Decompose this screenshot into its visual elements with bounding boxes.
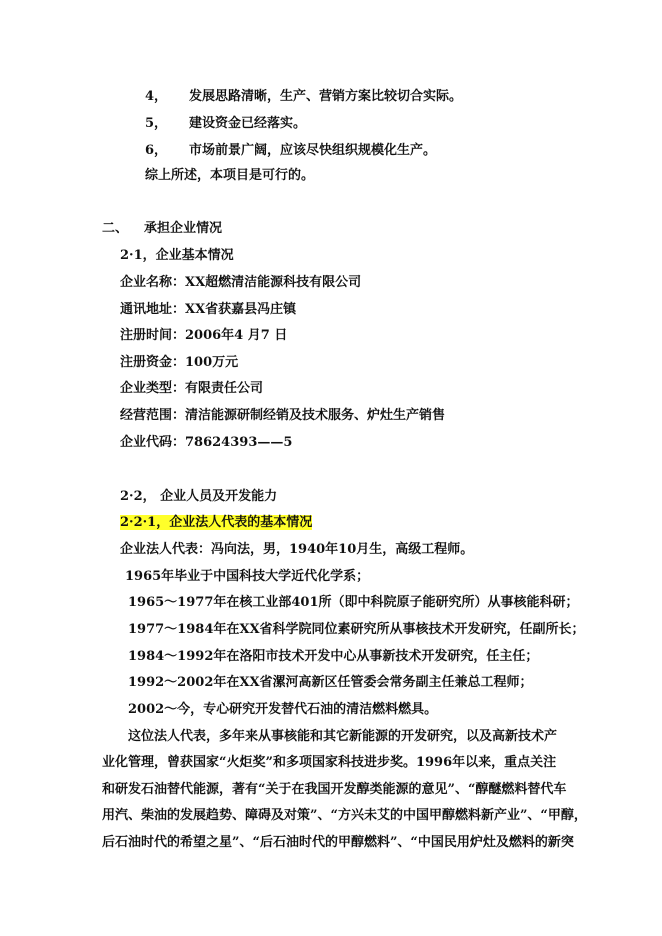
company-capital: 注册资金：100万元 bbox=[120, 355, 239, 370]
section-number: 二、 bbox=[102, 221, 129, 236]
company-address: 通讯地址：XX省获嘉县冯庄镇 bbox=[120, 302, 297, 317]
career-item: 1977～1984年在XX省科学院同位素研究所从事核技术开发研究，任副所长； bbox=[128, 622, 585, 637]
list-item bbox=[145, 88, 463, 106]
subsection-title: 2·1，企业基本情况 bbox=[120, 248, 234, 263]
legal-rep-education: 1965年毕业于中国科技大学近代化学系； bbox=[125, 569, 370, 584]
legal-rep-intro: 企业法人代表：冯向法，男，1940年10月生，高级工程师。 bbox=[120, 542, 474, 557]
list-item bbox=[145, 142, 437, 160]
section-heading bbox=[102, 220, 223, 238]
list-item bbox=[145, 115, 307, 133]
subsection-title: 2·2， 企业人员及开发能力 bbox=[120, 489, 278, 504]
item-number: 4， bbox=[145, 89, 168, 104]
company-reg-date: 注册时间：2006年4 月7 日 bbox=[120, 328, 288, 343]
company-code: 企业代码：78624393——5 bbox=[120, 435, 293, 450]
subsection-title-highlighted bbox=[120, 514, 312, 532]
item-text: 市场前景广阔，应该尽快组织规模化生产。 bbox=[189, 143, 437, 158]
company-type: 企业类型：有限责任公司 bbox=[120, 381, 264, 396]
paragraph-line: 和研发石油替代能源，著有“关于在我国开发醇类能源的意见”、“醇醚燃料替代车 bbox=[102, 782, 567, 797]
paragraph-line: 这位法人代表，多年来从事核能和其它新能源的开发研究，以及高新技术产 bbox=[128, 729, 558, 744]
paragraph-line: 业化管理，曾获国家“火炬奖”和多项国家科技进步奖。1996年以来，重点关注 bbox=[102, 755, 557, 770]
career-item: 2002～今，专心研究开发替代石油的清洁燃料燃具。 bbox=[128, 702, 438, 717]
career-item: 1984～1992年在洛阳市技术开发中心从事新技术开发研究，任主任； bbox=[128, 649, 539, 664]
company-scope: 经营范围：清洁能源研制经销及技术服务、炉灶生产销售 bbox=[120, 408, 446, 423]
paragraph-line: 后石油时代的希望之星”、“后石油时代的甲醇燃料”、“中国民用炉灶及燃料的新突 bbox=[102, 835, 574, 850]
career-item: 1992～2002年在XX省漯河高新区任管委会常务副主任兼总工程师； bbox=[128, 675, 533, 690]
item-text: 建设资金已经落实。 bbox=[189, 116, 307, 131]
item-number: 5， bbox=[145, 116, 168, 131]
company-name: 企业名称：XX超燃清洁能源科技有限公司 bbox=[120, 275, 362, 290]
item-number: 6， bbox=[145, 143, 168, 158]
paragraph-line: 用汽、柴油的发展趋势、障碍及对策”、“方兴未艾的中国甲醇燃料新产业”、“甲醇， bbox=[102, 808, 587, 823]
section-title: 承担企业情况 bbox=[144, 221, 223, 236]
summary-text: 综上所述，本项目是可行的。 bbox=[145, 168, 315, 183]
item-text: 发展思路清晰，生产、营销方案比较切合实际。 bbox=[189, 89, 463, 104]
career-item: 1965～1977年在核工业部401所（即中科院原子能研究所）从事核能科研； bbox=[128, 595, 579, 610]
highlighted-title: 2·2·1，企业法人代表的基本情况 bbox=[120, 515, 313, 530]
